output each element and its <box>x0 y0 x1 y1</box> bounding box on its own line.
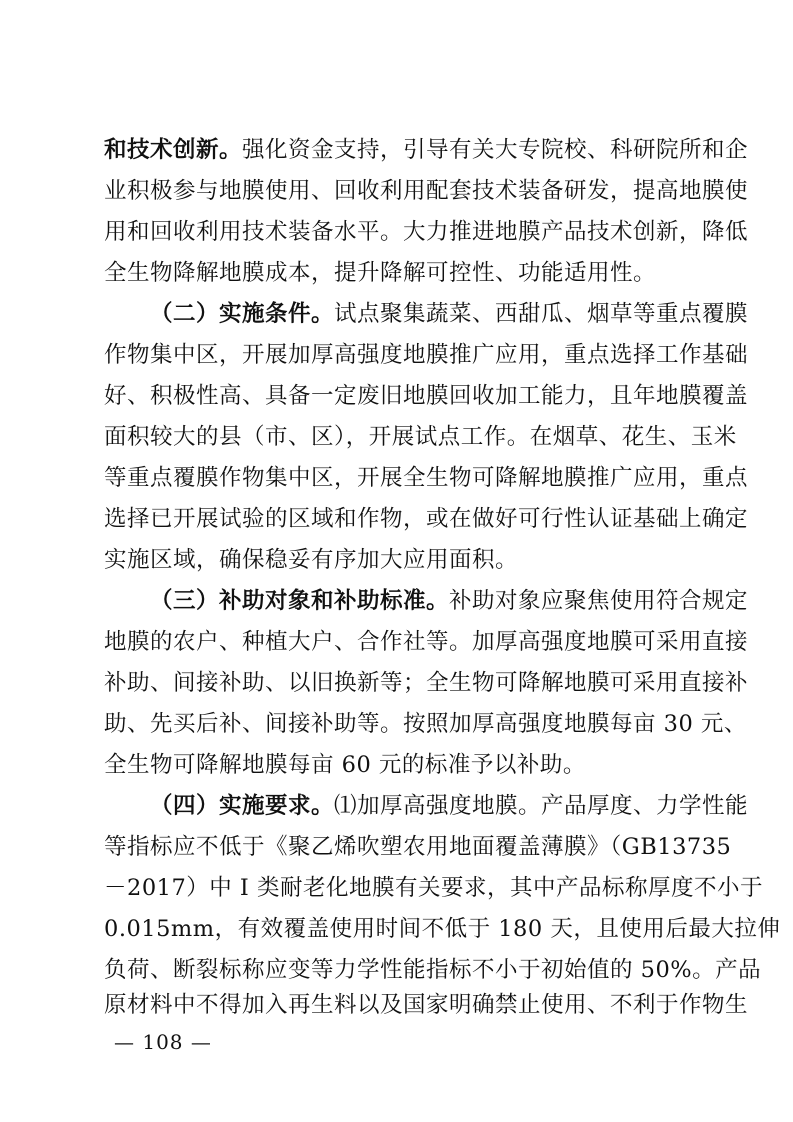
text-line: 业积极参与地膜使用、回收利用配套技术装备研发，提高地膜使 <box>104 178 749 204</box>
page-number: — 108 — <box>114 1030 212 1054</box>
text-line: 助、先买后补、间接补助等。按照加厚高强度地膜每亩 30 元、 <box>104 711 747 737</box>
text-line: 实施区域，确保稳妥有序加大应用面积。 <box>104 547 519 573</box>
text-line: 等指标应不低于《聚乙烯吹塑农用地面覆盖薄膜》（GB13735 <box>104 834 732 860</box>
bold-lead: 和技术创新。 <box>104 137 243 163</box>
text-line: 用和回收利用技术装备水平。大力推进地膜产品技术创新，降低 <box>104 219 749 245</box>
text-line: 地膜的农户、种植大户、合作社等。加厚高强度地膜可采用直接 <box>104 629 749 655</box>
text-line: 作物集中区，开展加厚高强度地膜推广应用，重点选择工作基础 <box>104 342 749 368</box>
section-heading-line: （三）补助对象和补助标准。补助对象应聚焦使用符合规定 <box>150 588 749 614</box>
section-heading-line: （四）实施要求。⑴加厚高强度地膜。产品厚度、力学性能 <box>150 793 749 819</box>
text-line: 全生物可降解地膜每亩 60 元的标准予以补助。 <box>104 752 586 778</box>
section-heading-line: （二）实施条件。试点聚集蔬菜、西甜瓜、烟草等重点覆膜 <box>150 301 749 327</box>
text-line: 原材料中不得加入再生料以及国家明确禁止使用、不利于作物生 <box>104 992 749 1018</box>
text-line: 好、积极性高、具备一定废旧地膜回收加工能力，且年地膜覆盖 <box>104 383 749 409</box>
text-line: 选择已开展试验的区域和作物，或在做好可行性认证基础上确定 <box>104 506 749 532</box>
text-line: －2017）中 I 类耐老化地膜有关要求，其中产品标称厚度不小于 <box>104 875 763 901</box>
text-line: 补助、间接补助、以旧换新等；全生物可降解地膜可采用直接补 <box>104 670 749 696</box>
section-heading: （三）补助对象和补助标准。 <box>150 588 450 614</box>
text-line: 等重点覆膜作物集中区，开展全生物可降解地膜推广应用，重点 <box>104 465 749 491</box>
text-line: 负荷、断裂标称应变等力学性能指标不小于初始值的 50%。产品 <box>104 957 762 983</box>
section-heading: （二）实施条件。 <box>150 301 335 327</box>
section-heading: （四）实施要求。 <box>150 793 335 819</box>
text-line: 全生物降解地膜成本，提升降解可控性、功能适用性。 <box>104 260 657 286</box>
text-line: 和技术创新。强化资金支持，引导有关大专院校、科研院所和企 <box>104 137 749 163</box>
text-line: 面积较大的县（市、区），开展试点工作。在烟草、花生、玉米 <box>104 424 737 450</box>
text-line: 0.015mm，有效覆盖使用时间不低于 180 天，且使用后最大拉伸 <box>104 916 781 942</box>
